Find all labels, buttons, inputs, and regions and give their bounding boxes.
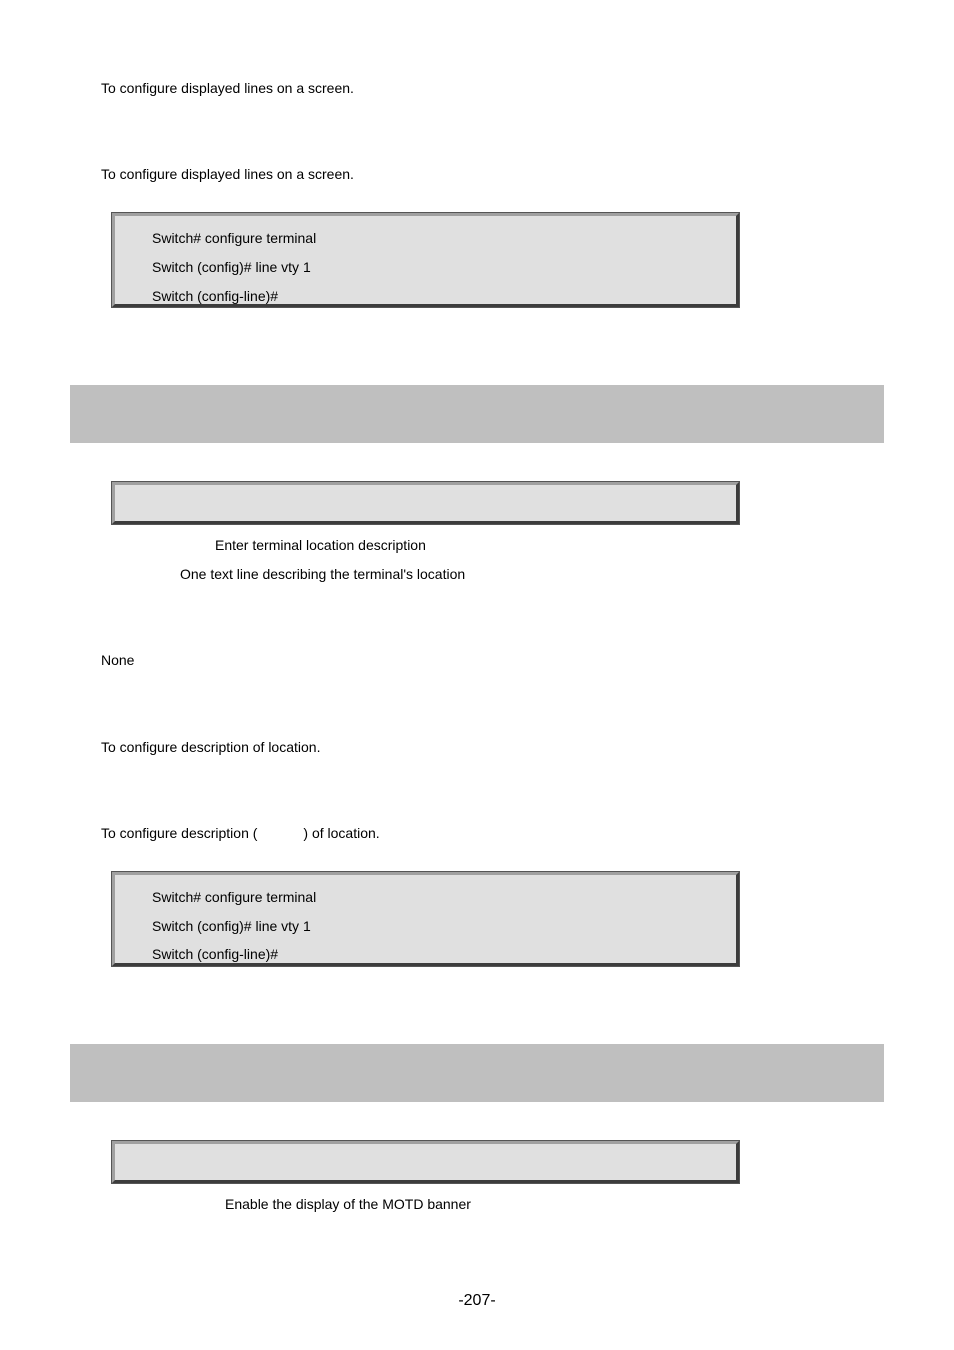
section-header-band <box>70 385 884 443</box>
parameter-description: Enable the display of the MOTD banner <box>225 1196 471 1212</box>
example-intro-start: To configure description ( <box>101 825 258 841</box>
usage-description: To configure description of location. <box>101 739 321 755</box>
parameter-description: Enter terminal location description <box>215 537 426 553</box>
code-line: Switch (config)# line vty 1 <box>152 918 311 934</box>
example-code-block <box>112 872 739 966</box>
code-line: Switch (config-line)# <box>152 946 279 962</box>
code-line: Switch# configure terminal <box>152 889 317 905</box>
example-intro-end: ) of location. <box>303 825 380 841</box>
page-number: -207- <box>458 1292 496 1309</box>
usage-description: To configure displayed lines on a screen. <box>101 80 354 96</box>
example-code-block <box>112 213 739 307</box>
command-syntax-box <box>112 1141 739 1183</box>
example-intro: To configure displayed lines on a screen. <box>101 166 354 182</box>
section-header-band <box>70 1044 884 1102</box>
code-line: Switch# configure terminal <box>152 230 317 246</box>
example-intro <box>101 824 380 842</box>
parameter-description: One text line describing the terminal's location <box>180 566 466 582</box>
code-line: Switch (config-line)# <box>152 288 279 304</box>
command-syntax-box <box>112 482 739 524</box>
default-value: None <box>101 652 135 668</box>
code-line: Switch (config)# line vty 1 <box>152 259 311 275</box>
